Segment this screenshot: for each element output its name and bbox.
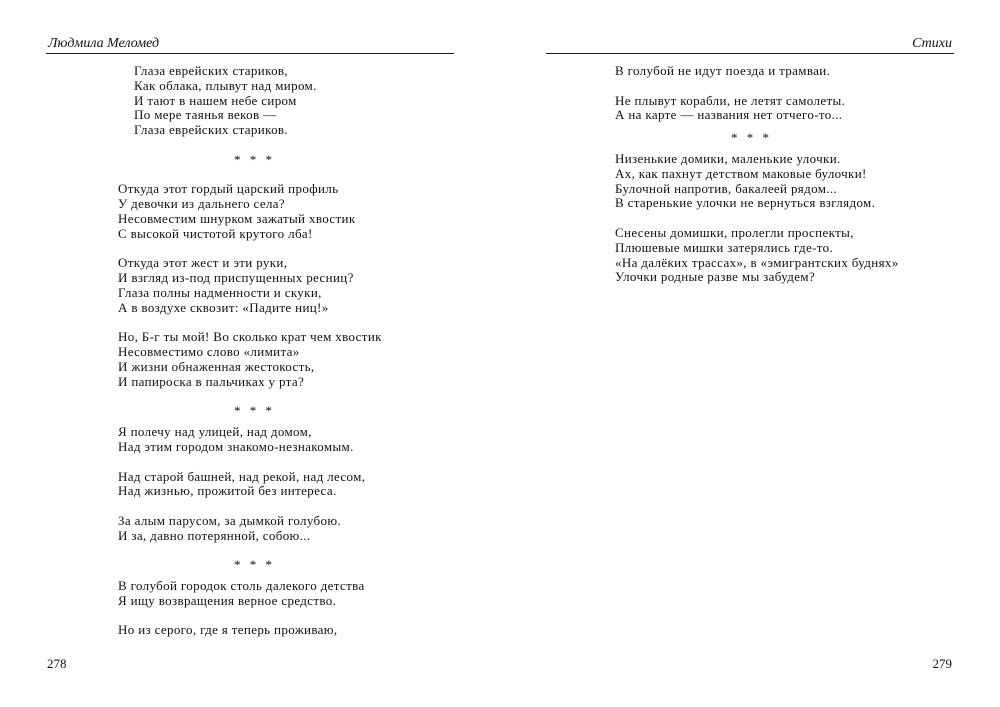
poem-line: Не плывут корабли, не летят самолеты. [615, 92, 846, 108]
poem-line: Несовместим шнурком зажатый хвостик [118, 210, 356, 226]
stanza [615, 226, 960, 285]
poem-line: И тают в нашем небе сиром [134, 92, 297, 108]
stanza [118, 182, 458, 241]
poem-line: Булочной напротив, бакалеей рядом... [615, 180, 838, 196]
poem-line: Ах, как пахнут детством маковые булочки! [615, 165, 867, 181]
poem-line: И взгляд из-под приспущенных ресниц? [118, 270, 354, 286]
section-separator: * * * [234, 403, 275, 419]
poem-line: В старенькие улочки не вернуться взглядом. [615, 195, 876, 211]
right-text-block [615, 64, 960, 285]
poem-line: За алым парусом, за дымкой голубою. [118, 512, 341, 528]
poem-line: У девочки из дальнего села? [118, 196, 286, 212]
section-separator: * * * [731, 130, 772, 146]
poem-line: Глаза еврейских стариков, [134, 63, 289, 78]
poem-line: В голубой не идут поезда и трамваи. [615, 63, 831, 78]
poem-line: Но, Б-г ты мой! Во сколько крат чем хвостик [118, 329, 382, 345]
poem-line: Но из серого, где я теперь проживаю, [118, 622, 338, 638]
poem-line: Глаза полны надменности и скуки, [118, 284, 322, 300]
running-head-author: Людмила Меломед [48, 36, 160, 51]
poem-line: Откуда этот жест и эти руки, [118, 255, 288, 271]
poem-line: Я ищу возвращения верное средство. [118, 592, 337, 608]
stanza [118, 425, 458, 455]
poem-line: Улочки родные разве мы забудем? [615, 269, 816, 285]
header-rule [546, 53, 954, 54]
poem-line: И за, давно потерянной, собою... [118, 527, 311, 543]
poem-line: Низенькие домики, маленькие улочки. [615, 150, 841, 166]
left-text-block [118, 64, 458, 638]
stanza [118, 64, 458, 138]
poem-line: Плюшевые мишки затерялись где-то. [615, 239, 834, 255]
stanza [118, 623, 458, 638]
stanza [118, 330, 458, 389]
poem-line: В голубой городок столь далекого детства [118, 578, 365, 594]
poem-line: По мере таянья веков — [134, 107, 277, 123]
stanza [118, 470, 458, 500]
poem-line: Над жизнью, прожитой без интереса. [118, 483, 337, 499]
poem-line: Как облака, плывут над миром. [134, 77, 317, 93]
section-separator: * * * [234, 151, 275, 167]
poem-line: Откуда этот гордый царский профиль [118, 181, 339, 197]
poem-line: «На далёких трассах», в «эмигрантских буднях» [615, 254, 899, 270]
right-page [500, 0, 1000, 707]
stanza [615, 152, 960, 211]
poem-line: Несовместимо слово «лимита» [118, 344, 300, 360]
poem-line: Над этим городом знакомо-незнакомым. [118, 438, 354, 454]
running-head-title: Стихи [912, 36, 952, 51]
poem-line: Снесены домишки, пролегли проспекты, [615, 224, 854, 240]
stanza [118, 256, 458, 315]
stanza [615, 94, 960, 124]
poem-line: И папироска в пальчиках у рта? [118, 373, 305, 389]
stanza [615, 64, 960, 79]
poem-line: С высокой чистотой крутого лба! [118, 225, 313, 241]
section-separator: * * * [234, 557, 275, 573]
header-rule [46, 53, 454, 54]
poem-line: И жизни обнаженная жестокость, [118, 358, 315, 374]
page-number: 278 [47, 656, 67, 671]
stanza [118, 514, 458, 544]
poem-line: А в воздухе сквозит: «Падите ниц!» [118, 299, 329, 315]
poem-line: Я полечу над улицей, над домом, [118, 424, 312, 440]
poem-line: Над старой башней, над рекой, над лесом, [118, 468, 366, 484]
poem-line: А на карте — названия нет отчего-то... [615, 107, 843, 123]
stanza [118, 579, 458, 609]
poem-line: Глаза еврейских стариков. [134, 122, 289, 138]
page-number: 279 [932, 656, 952, 671]
